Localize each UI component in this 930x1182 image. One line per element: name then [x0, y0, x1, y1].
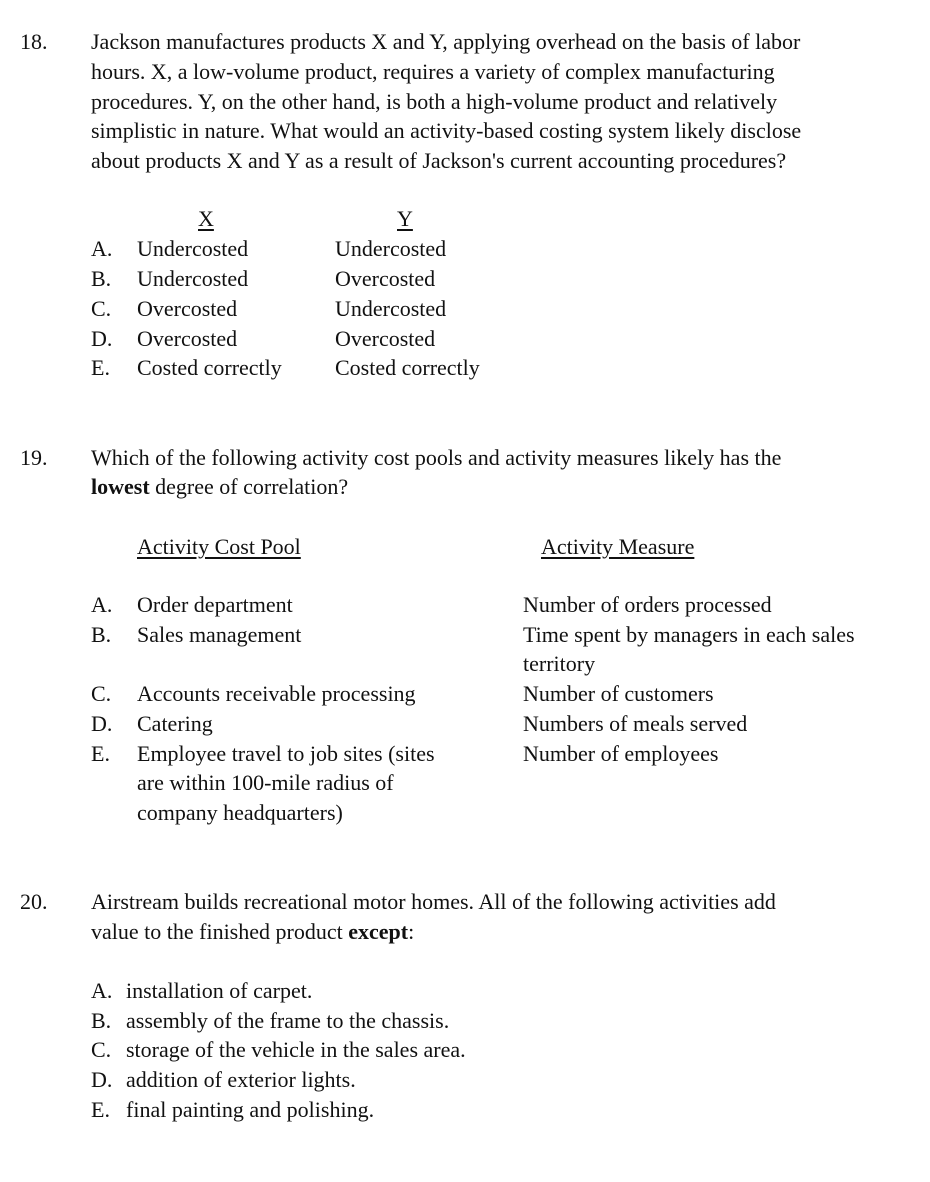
question-text-line: Airstream builds recreational motor homes. All of the following activities add — [91, 889, 776, 914]
option-cost-pool: Catering — [137, 711, 213, 736]
option-text: installation of carpet. — [126, 978, 313, 1003]
option-y: Overcosted — [335, 326, 436, 351]
option-letter: B. — [91, 622, 112, 647]
option-x: Undercosted — [137, 236, 249, 261]
option-measure: Numbers of meals served — [523, 711, 748, 736]
question-number: 18. — [20, 29, 48, 54]
option-x: Costed correctly — [137, 355, 282, 380]
option-cost-pool: Order department — [137, 592, 293, 617]
option-x: Undercosted — [137, 266, 249, 291]
question-number: 20. — [20, 889, 48, 914]
option-text: addition of exterior lights. — [126, 1067, 356, 1092]
option-letter: B. — [91, 266, 112, 291]
option-letter: C. — [91, 1037, 112, 1062]
option-y: Costed correctly — [335, 355, 480, 380]
option-y: Overcosted — [335, 266, 436, 291]
option-cost-pool: Sales management — [137, 622, 302, 647]
option-letter: C. — [91, 296, 112, 321]
question-text-line: Which of the following activity cost pools and activity measures likely has the — [91, 445, 782, 470]
option-y: Undercosted — [335, 236, 447, 261]
option-measure: Number of orders processed — [523, 592, 772, 617]
option-letter: B. — [91, 1008, 112, 1033]
option-letter: E. — [91, 741, 110, 766]
option-letter: A. — [91, 592, 113, 617]
option-y: Undercosted — [335, 296, 447, 321]
question-text: value to the finished product — [91, 919, 349, 944]
option-letter: D. — [91, 1067, 113, 1092]
column-header-x: X — [198, 206, 214, 231]
option-letter: A. — [91, 236, 113, 261]
option-x: Overcosted — [137, 296, 238, 321]
option-text: assembly of the frame to the chassis. — [126, 1008, 450, 1033]
question-text-end: : — [408, 919, 415, 944]
question-text-line: simplistic in nature. What would an activity-based costing system likely disclose — [91, 118, 802, 143]
option-cost-pool: are within 100-mile radius of — [137, 770, 394, 795]
option-measure: territory — [523, 651, 596, 676]
question-text-line: procedures. Y, on the other hand, is both a high-volume product and relatively — [91, 89, 778, 114]
question-text-line — [91, 918, 414, 946]
option-text: final painting and polishing. — [126, 1097, 375, 1122]
question-text-rest: degree of correlation? — [149, 474, 349, 499]
option-measure: Number of employees — [523, 741, 719, 766]
emphasis: except — [348, 919, 409, 944]
option-letter: E. — [91, 1097, 110, 1122]
option-letter: A. — [91, 978, 113, 1003]
column-header-cost-pool: Activity Cost Pool — [137, 534, 301, 559]
emphasis: lowest — [91, 474, 150, 499]
column-header-activity-measure: Activity Measure — [541, 534, 695, 559]
option-text: storage of the vehicle in the sales area. — [126, 1037, 466, 1062]
option-letter: D. — [91, 326, 113, 351]
option-cost-pool: company headquarters) — [137, 800, 343, 825]
column-header-y: Y — [397, 206, 413, 231]
option-cost-pool: Accounts receivable processing — [137, 681, 416, 706]
option-letter: D. — [91, 711, 113, 736]
question-text-line: Jackson manufactures products X and Y, applying overhead on the basis of labor — [91, 29, 801, 54]
question-text-line: about products X and Y as a result of Jackson's current accounting procedures? — [91, 148, 787, 173]
option-measure: Time spent by managers in each sales — [523, 622, 855, 647]
question-text-line: hours. X, a low-volume product, requires a variety of complex manufacturing — [91, 59, 775, 84]
question-text-line — [91, 473, 348, 501]
option-letter: E. — [91, 355, 110, 380]
question-number: 19. — [20, 445, 48, 470]
option-cost-pool: Employee travel to job sites (sites — [137, 741, 435, 766]
option-x: Overcosted — [137, 326, 238, 351]
option-measure: Number of customers — [523, 681, 714, 706]
option-letter: C. — [91, 681, 112, 706]
